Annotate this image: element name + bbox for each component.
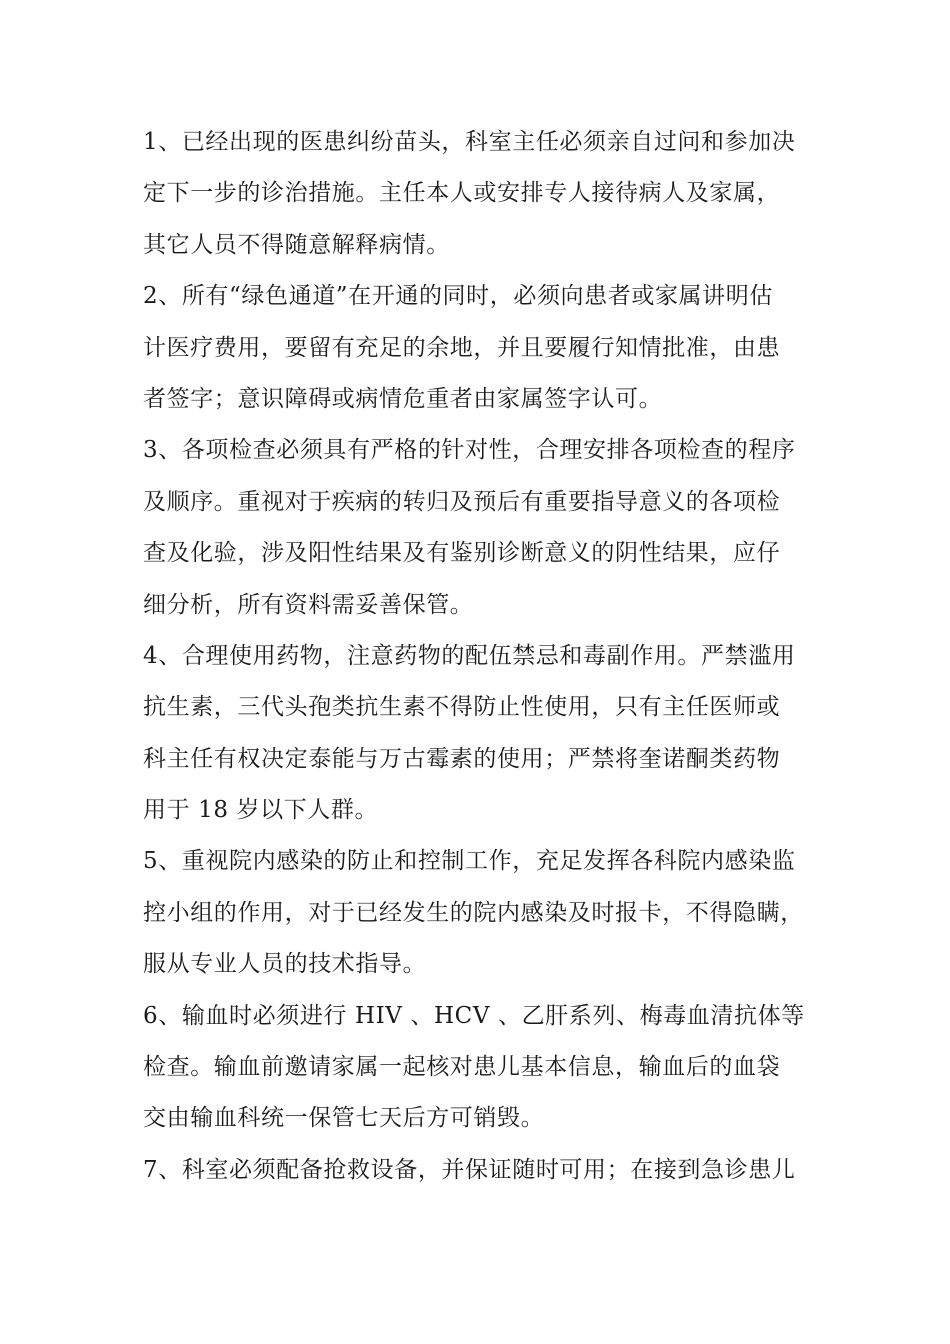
text-line: 1、已经出现的医患纠纷苗头，科室主任必须亲自过问和参加决 [143,129,796,155]
text-line: 服从专业人员的技术指导。 [143,951,427,978]
text-line: 抗生素，三代头孢类抗生素不得防止性使用，只有主任医师或 [143,694,781,721]
text-line: 5、重视院内感染的防止和控制工作，充足发挥各科院内感染监 [143,848,796,875]
text-line: 7、科室必须配备抢救设备，并保证随时可用；在接到急诊患儿 [143,1156,796,1183]
text-line: 2、所有“绿色通道”在开通的同时，必须向患者或家属讲明估 [143,283,773,310]
document-body [143,117,833,1196]
text-line: 6、输血时必须进行 HIV 、HCV 、乙肝系列、梅毒血清抗体等 [143,1002,805,1029]
text-line: 查及化验，涉及阳性结果及有鉴别诊断意义的阴性结果，应仔 [143,540,781,567]
text-line: 其它人员不得随意解释病情。 [143,231,450,258]
text-line: 及顺序。重视对于疾病的转归及预后有重要指导意义的各项检 [143,488,781,515]
text-line: 计医疗费用，要留有充足的余地，并且要履行知情批准，由患 [143,334,781,361]
text-line: 检查。输血前邀请家属一起核对患儿基本信息，输血后的血袋 [143,1054,781,1081]
text-line: 控小组的作用，对于已经发生的院内感染及时报卡，不得隐瞒， [143,899,804,926]
text-line: 定下一步的诊治措施。主任本人或安排专人接待病人及家属， [143,180,781,207]
text-line: 4、合理使用药物，注意药物的配伍禁忌和毒副作用。严禁滥用 [143,642,796,669]
text-line: 科主任有权决定泰能与万古霉素的使用；严禁将奎诺酮类药物 [143,745,781,772]
text-line: 细分析，所有资料需妥善保管。 [143,591,474,618]
text-line: 者签字；意识障碍或病情危重者由家属签字认可。 [143,385,663,412]
text-line: 3、各项检查必须具有严格的针对性，合理安排各项检查的程序 [143,437,796,464]
text-line: 交由输血科统一保管七天后方可销毁。 [143,1105,545,1132]
text-line: 用于 18 岁以下人群。 [143,797,379,824]
